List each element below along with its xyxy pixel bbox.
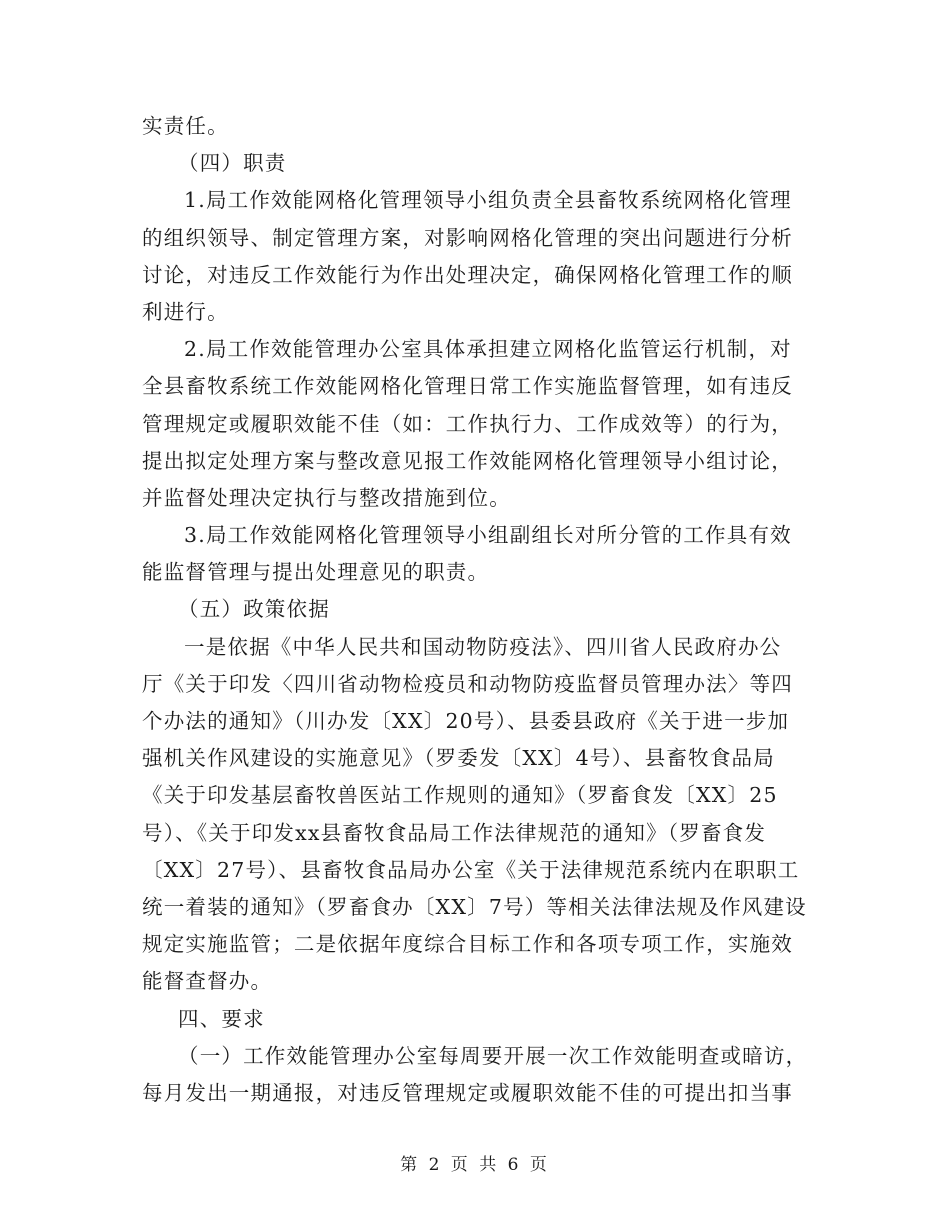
text-line: 每月发出一期通报，对违反管理规定或履职效能不佳的可提出扣当事 — [142, 1080, 793, 1105]
text-line: 规定实施监管；二是依据年度综合目标工作和各项专项工作，实施效 — [142, 932, 793, 957]
text-line: 提出拟定处理方案与整改意见报工作效能网格化管理领导小组讨论， — [142, 448, 793, 473]
text-line: 能监督管理与提出处理意见的职责。 — [142, 560, 490, 585]
text-line: 全县畜牧系统工作效能网格化管理日常工作实施监督管理，如有违反 — [142, 374, 793, 399]
text-line: 实责任。 — [142, 114, 229, 138]
text-line: 统一着装的通知》（罗畜食办〔XX〕7号）等相关法律法规及作风建设 — [142, 894, 807, 919]
text-line: 强机关作风建设的实施意见》（罗委发〔XX〕4号）、县畜牧食品局 — [142, 746, 775, 771]
text-line: 《关于印发基层畜牧兽医站工作规则的通知》（罗畜食发〔XX〕25 — [142, 783, 778, 808]
paragraph-start: 一是依据《中华人民共和国动物防疫法》、四川省人民政府办公 — [184, 634, 782, 659]
section-heading: （四）职责 — [178, 151, 287, 176]
paragraph-start: （一）工作效能管理办公室每周要开展一次工作效能明查或暗访， — [178, 1043, 808, 1068]
text-line: 号）、《关于印发xx县畜牧食品局工作法律规范的通知》（罗畜食发 — [142, 820, 767, 845]
text-line: 〔XX〕27号）、县畜牧食品局办公室《关于法律规范系统内在职职工 — [142, 857, 800, 882]
section-heading: 四、要求 — [178, 1006, 265, 1031]
text-line: 个办法的通知》（川办发〔XX〕20号）、县委县政府《关于进一步加 — [142, 709, 790, 733]
paragraph-start: 2.局工作效能管理办公室具体承担建立网格化监管运行机制，对 — [184, 337, 792, 362]
text-line: 管理规定或履职效能不佳（如：工作执行力、工作成效等）的行为， — [142, 411, 793, 436]
text-line: 的组织领导、制定管理方案，对影响网格化管理的突出问题进行分析 — [142, 225, 793, 250]
text-line: 并监督处理决定执行与整改措施到位。 — [142, 485, 511, 510]
section-heading: （五）政策依据 — [178, 597, 330, 622]
paragraph-start: 1.局工作效能网格化管理领导小组负责全县畜牧系统网格化管理 — [184, 188, 792, 213]
text-line: 能督查督办。 — [142, 969, 273, 994]
text-line: 厅《关于印发〈四川省动物检疫员和动物防疫监督员管理办法〉等四 — [142, 671, 793, 696]
text-line: 利进行。 — [142, 299, 229, 324]
paragraph-start: 3.局工作效能网格化管理领导小组副组长对所分管的工作具有效 — [184, 523, 792, 548]
page-number-footer: 第 2 页 共 6 页 — [400, 1155, 550, 1175]
text-line: 讨论，对违反工作效能行为作出处理决定，确保网格化管理工作的顺 — [142, 262, 793, 287]
document-body — [142, 108, 810, 1112]
